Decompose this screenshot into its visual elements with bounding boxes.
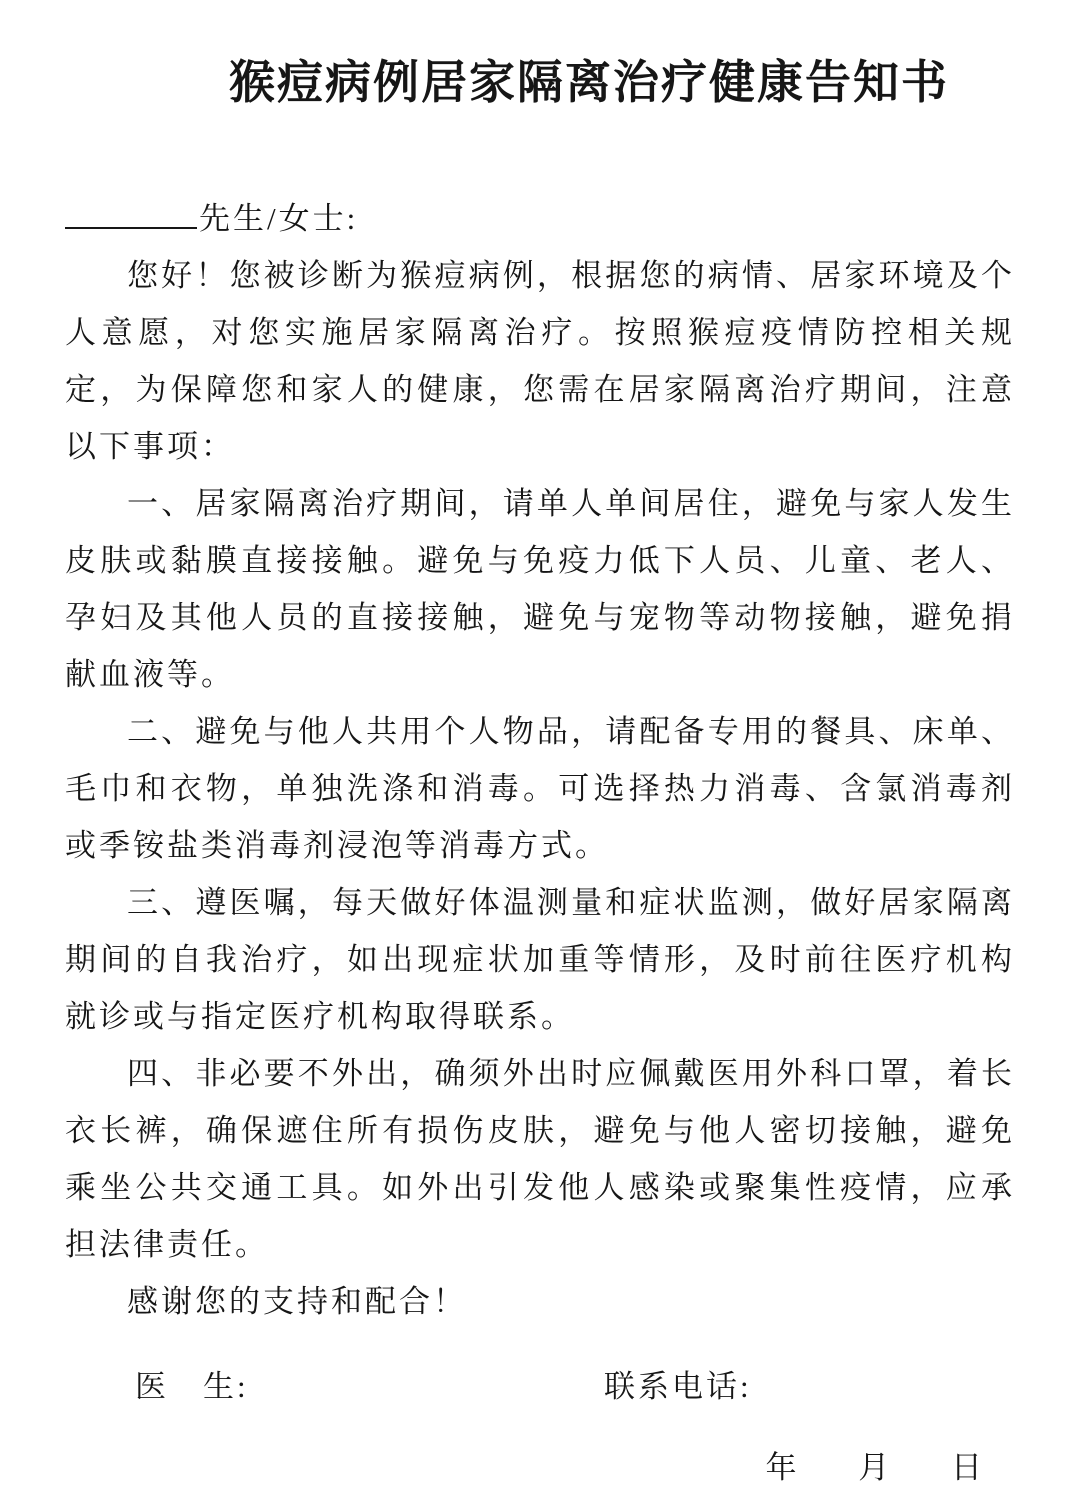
day-label: 日 bbox=[951, 1450, 985, 1485]
item-1-paragraph: 一、居家隔离治疗期间，请单人单间居住，避免与家人发生皮肤或黏膜直接接触。避免与免疫力低下人员、儿童、老人、孕妇及其他人员的直接接触，避免与宠物等动物接触，避免捐献血液等。 bbox=[65, 486, 1015, 692]
item-2-paragraph: 二、避免与他人共用个人物品，请配备专用的餐具、床单、毛巾和衣物，单独洗涤和消毒。可选择热力消毒、含氯消毒剂或季铵盐类消毒剂浸泡等消毒方式。 bbox=[65, 714, 1015, 863]
page-title: 猴痘病例居家隔离治疗健康告知书 bbox=[229, 57, 949, 108]
item-3-paragraph: 三、遵医嘱，每天做好体温测量和症状监测，做好居家隔离期间的自我治疗，如出现症状加重等情形，及时前往医疗机构就诊或与指定医疗机构取得联系。 bbox=[65, 885, 1015, 1034]
name-blank-underline bbox=[65, 194, 197, 229]
phone-label: 联系电话: bbox=[604, 1369, 752, 1404]
salutation-line bbox=[65, 190, 1015, 247]
closing-line: 感谢您的支持和配合！ bbox=[127, 1284, 467, 1319]
salutation-text: 先生/女士: bbox=[199, 201, 359, 236]
year-label: 年 bbox=[765, 1450, 800, 1485]
signature-row bbox=[65, 1358, 1015, 1415]
month-label: 月 bbox=[858, 1450, 893, 1485]
item-4-paragraph: 四、非必要不外出，确须外出时应佩戴医用外科口罩，着长衣长裤，确保遮住所有损伤皮肤，避免与他人密切接触，避免乘坐公共交通工具。如外出引发他人感染或聚集性疫情，应承担法律责任。 bbox=[65, 1056, 1015, 1262]
doctor-label: 医 生: bbox=[135, 1369, 249, 1404]
date-row bbox=[65, 1439, 1015, 1496]
intro-paragraph: 您好！您被诊断为猴痘病例，根据您的病情、居家环境及个人意愿，对您实施居家隔离治疗。按照猴痘疫情防控相关规定，为保障您和家人的健康，您需在居家隔离治疗期间，注意以下事项： bbox=[65, 258, 1015, 464]
